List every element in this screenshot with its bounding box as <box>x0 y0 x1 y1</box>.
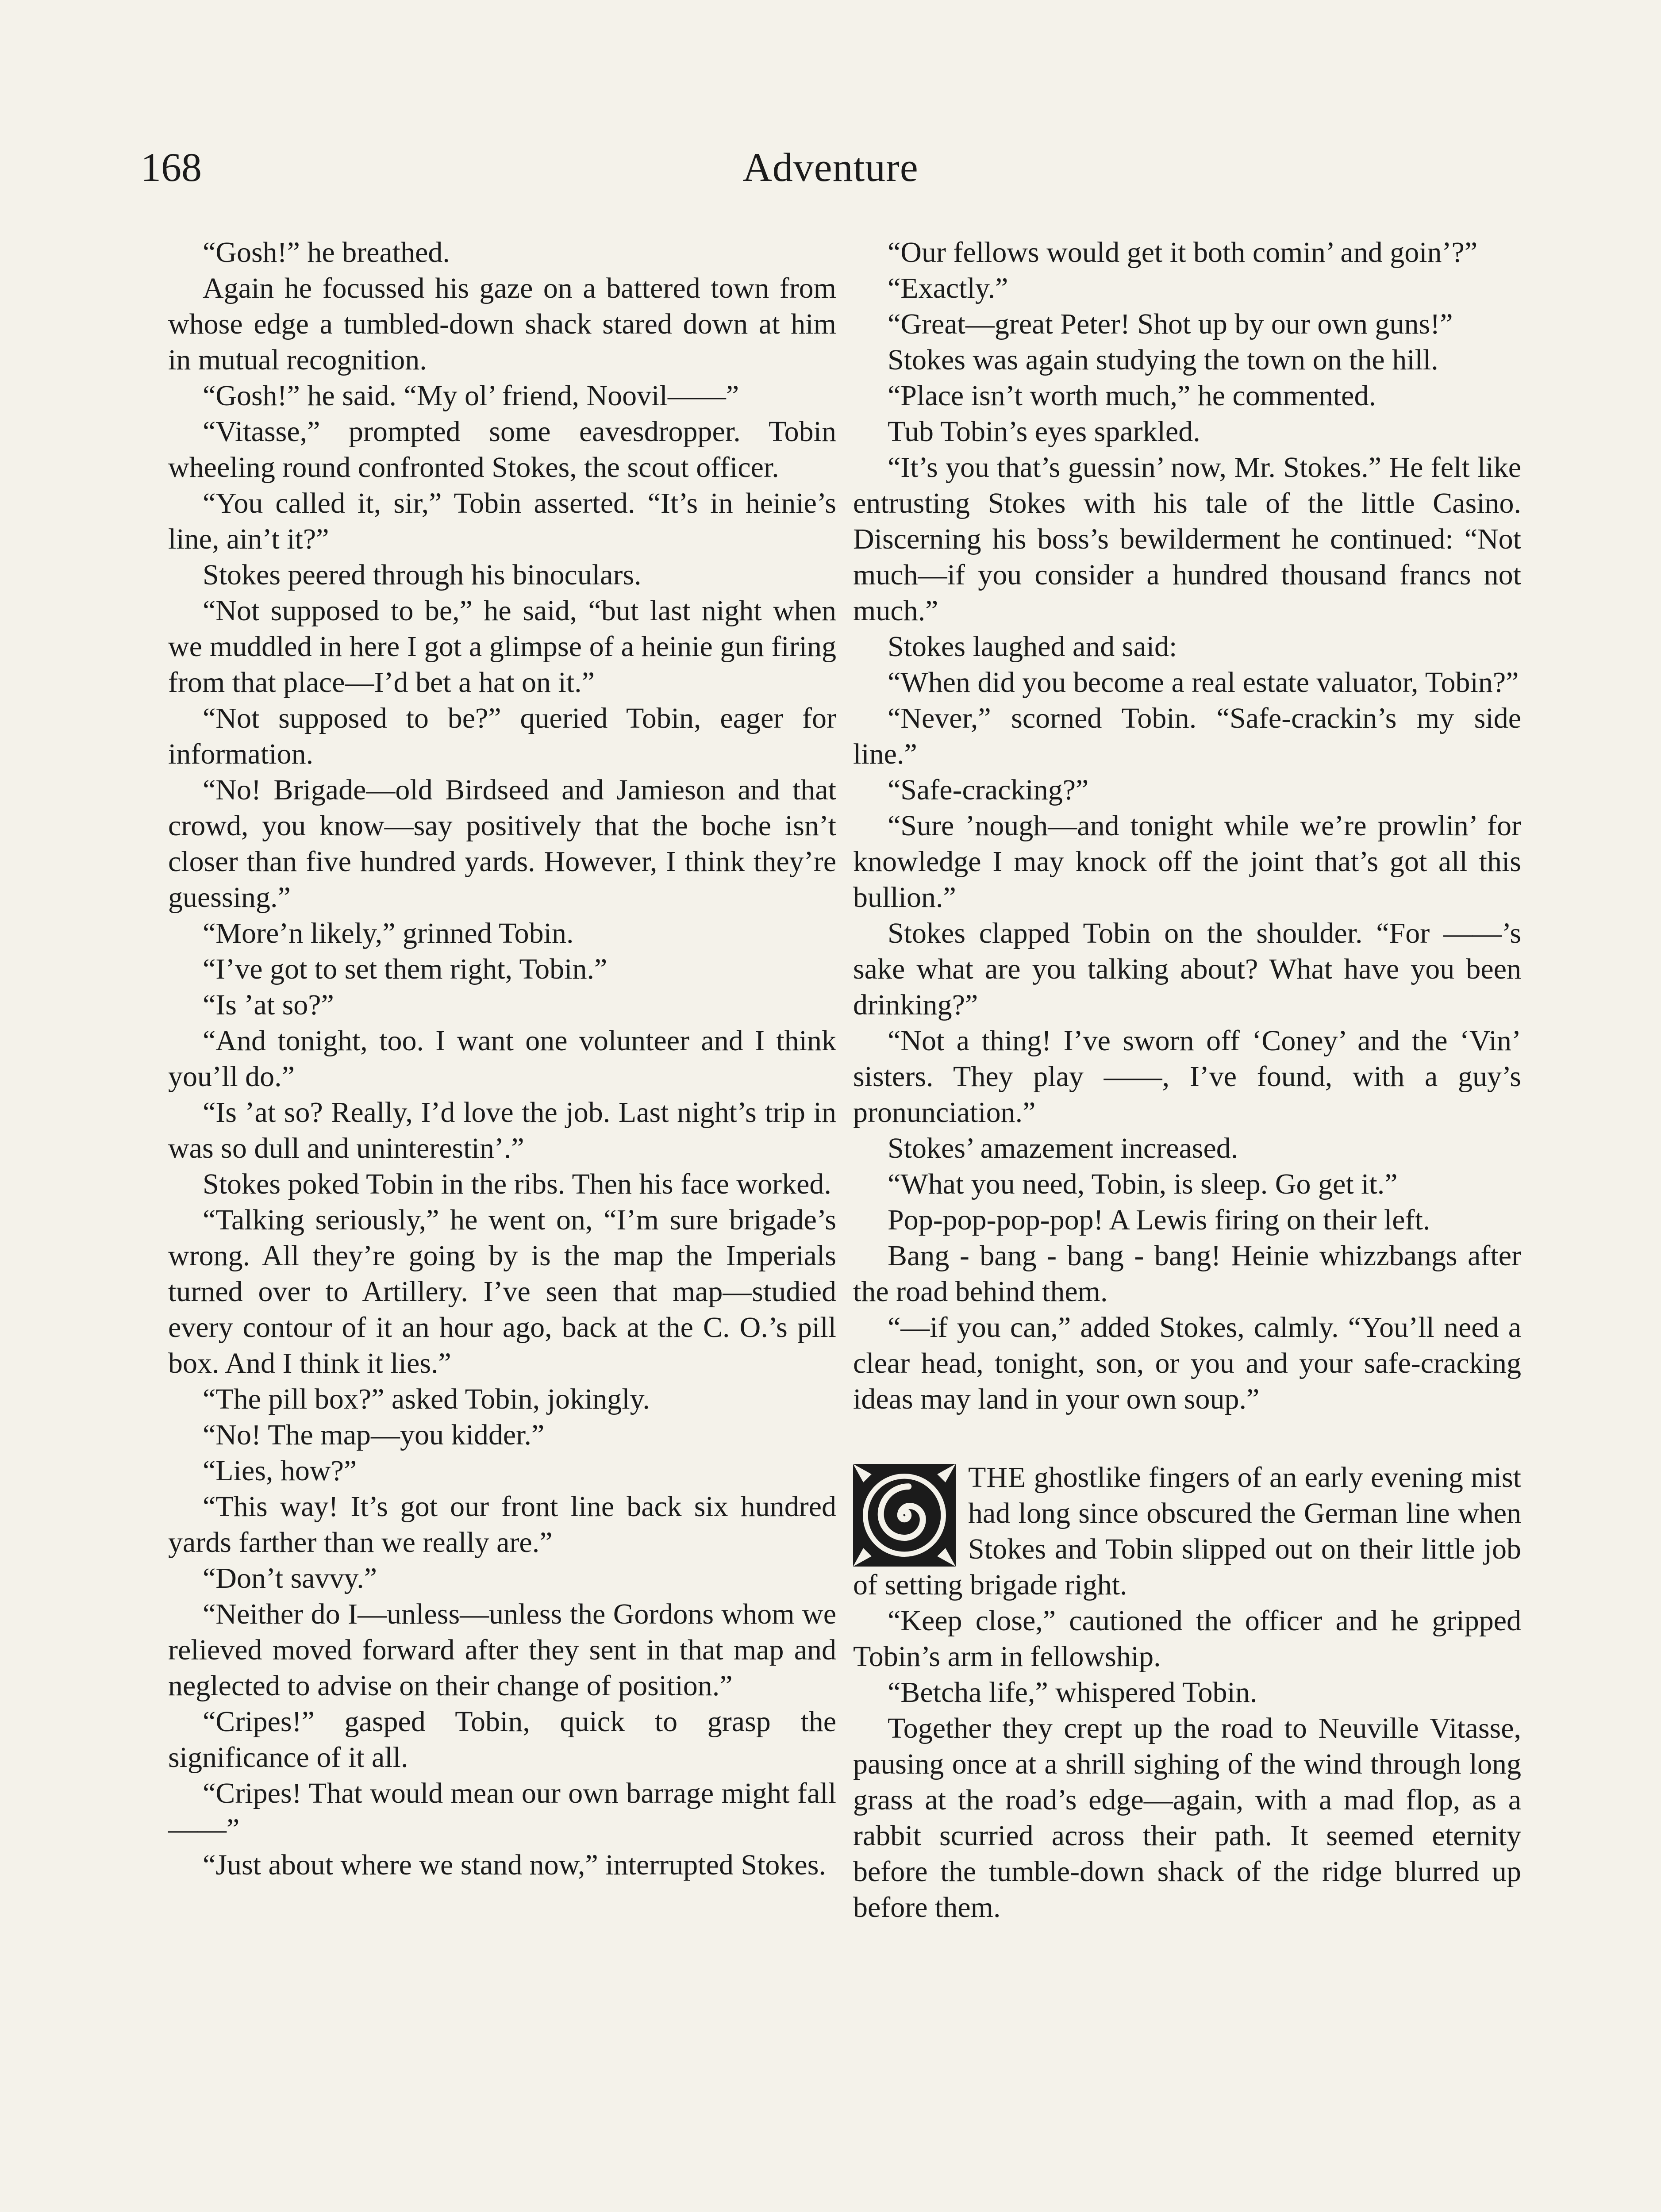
paragraph: “When did you become a real estate valuator, Tobin?” <box>888 666 1519 699</box>
paragraph: “—if you can,” added Stokes, calmly. “You’ll need a clear head, tonight, son, or you and your safe-cracking ideas may land in your own soup.” <box>853 1311 1521 1415</box>
paragraph: “Sure ’nough—and tonight while we’re prowlin’ for knowledge I may knock off the joint that’s got all this bullion.” <box>853 810 1521 914</box>
paragraph: “Is ’at so? Really, I’d love the job. Last night’s trip in was so dull and uninterestin’.” <box>168 1096 836 1164</box>
paragraph: “Betcha life,” whispered Tobin. <box>888 1676 1257 1709</box>
paragraph: Pop-pop-pop-pop! A Lewis firing on their left. <box>888 1204 1430 1236</box>
paragraph: “Our fellows would get it both comin’ and goin’?” <box>888 236 1478 269</box>
paragraph: “Cripes! That would mean our own barrage might fall——” <box>168 1777 836 1845</box>
paragraph: “Not supposed to be?” queried Tobin, eager for information. <box>168 702 836 770</box>
paragraph: “Cripes!” gasped Tobin, quick to grasp the significance of it all. <box>168 1705 836 1774</box>
paragraph: “More’n likely,” grinned Tobin. <box>203 917 574 949</box>
section-opening <box>853 1459 1521 1603</box>
paragraph: “Great—great Peter! Shot up by our own guns!” <box>888 308 1453 340</box>
paragraph: “Keep close,” cautioned the officer and he gripped Tobin’s arm in fellowship. <box>853 1605 1521 1673</box>
paragraph: “Vitasse,” prompted some eavesdropper. Tobin wheeling round confronted Stokes, the scout officer. <box>168 415 836 484</box>
paragraph: “Just about where we stand now,” interrupted Stokes. <box>203 1849 826 1881</box>
paragraph: “Gosh!” he breathed. <box>203 236 450 269</box>
paragraph: Again he focussed his gaze on a battered town from whose edge a tumbled-down shack stared down at him in mutual recognition. <box>168 272 836 376</box>
page-number: 168 <box>141 145 202 190</box>
paragraph: “Not supposed to be,” he said, “but last night when we muddled in here I got a glimpse of a heinie gun firing from that place—I’d bet a hat on it.” <box>168 595 836 699</box>
paragraph: “What you need, Tobin, is sleep. Go get it.” <box>888 1168 1398 1200</box>
page-header <box>0 141 1661 203</box>
section-lead-word: THE <box>968 1461 1027 1494</box>
paragraph: “Lies, how?” <box>203 1455 357 1487</box>
paragraph: “Not a thing! I’ve sworn off ‘Coney’ and the ‘Vin’ sisters. They play ——, I’ve found, with a guy’s pronunciation.” <box>853 1025 1521 1129</box>
paragraph: Stokes laughed and said: <box>888 630 1177 663</box>
paragraph: “No! Brigade—old Birdseed and Jamieson and that crowd, you know—say positively that the boche isn’t closer than five hundred yards. However, I think they’re guessing.” <box>168 774 836 914</box>
running-title: Adventure <box>742 145 919 190</box>
paragraph: “I’ve got to set them right, Tobin.” <box>203 953 607 985</box>
paragraph: “This way! It’s got our front line back six hundred yards farther than we really are.” <box>168 1490 836 1559</box>
spiral-ornament-icon <box>853 1464 956 1567</box>
paragraph: “The pill box?” asked Tobin, jokingly. <box>203 1383 650 1415</box>
paragraph: “And tonight, too. I want one volunteer and I think you’ll do.” <box>168 1025 836 1093</box>
right-column <box>853 234 1521 1925</box>
paragraph: Stokes clapped Tobin on the shoulder. “For ——’s sake what are you talking about? What have you been drinking?” <box>853 917 1521 1021</box>
paragraph: Bang - bang - bang - bang! Heinie whizzbangs after the road behind them. <box>853 1240 1521 1308</box>
paragraph: “Exactly.” <box>888 272 1008 304</box>
paragraph: “Gosh!” he said. “My ol’ friend, Noovil——” <box>203 380 739 412</box>
section-opening-text: ghostlike fingers of an early evening mist had long since obscured the German line when Stokes and Tobin slipped out on their little job of setting brigade right. <box>853 1461 1521 1601</box>
paragraph: Stokes poked Tobin in the ribs. Then his face worked. <box>203 1168 831 1200</box>
paragraph: “No! The map—you kidder.” <box>203 1419 545 1451</box>
paragraph: Stokes was again studying the town on the hill. <box>888 344 1438 376</box>
paragraph: “Place isn’t worth much,” he commented. <box>888 380 1376 412</box>
paragraph: “You called it, sir,” Tobin asserted. “It’s in heinie’s line, ain’t it?” <box>168 487 836 555</box>
left-column <box>168 234 836 1883</box>
paragraph: Stokes’ amazement increased. <box>888 1132 1238 1164</box>
paragraph: “Safe-cracking?” <box>888 774 1089 806</box>
paragraph: “It’s you that’s guessin’ now, Mr. Stokes.” He felt like entrusting Stokes with his tale of the little Casino. Discerning his boss’s bewilderment he continued: “Not much—if you consider a hundred thousand francs not much.” <box>853 451 1521 627</box>
paragraph: “Talking seriously,” he went on, “I’m sure brigade’s wrong. All they’re going by is the map the Imperials turned over to Artillery. I’ve seen that map—studied every contour of it an hour ago, back at the C. O.’s pill box. And I think it lies.” <box>168 1204 836 1379</box>
paragraph: “Don’t savvy.” <box>203 1562 377 1594</box>
paragraph: “Is ’at so?” <box>203 989 334 1021</box>
paragraph: “Neither do I—unless—unless the Gordons whom we relieved moved forward after they sent in that map and neglected to advise on their change of position.” <box>168 1598 836 1702</box>
paragraph: “Never,” scorned Tobin. “Safe-crackin’s my side line.” <box>853 702 1521 770</box>
paragraph: Stokes peered through his binoculars. <box>203 559 642 591</box>
paragraph: Together they crept up the road to Neuville Vitasse, pausing once at a shrill sighing of the wind through long grass at the road’s edge—again, with a mad flop, as a rabbit scurried across their path. It seemed eternity before the tumble-down shack of the ridge blurred up before them. <box>853 1712 1521 1924</box>
paragraph: Tub Tobin’s eyes sparkled. <box>888 415 1200 448</box>
